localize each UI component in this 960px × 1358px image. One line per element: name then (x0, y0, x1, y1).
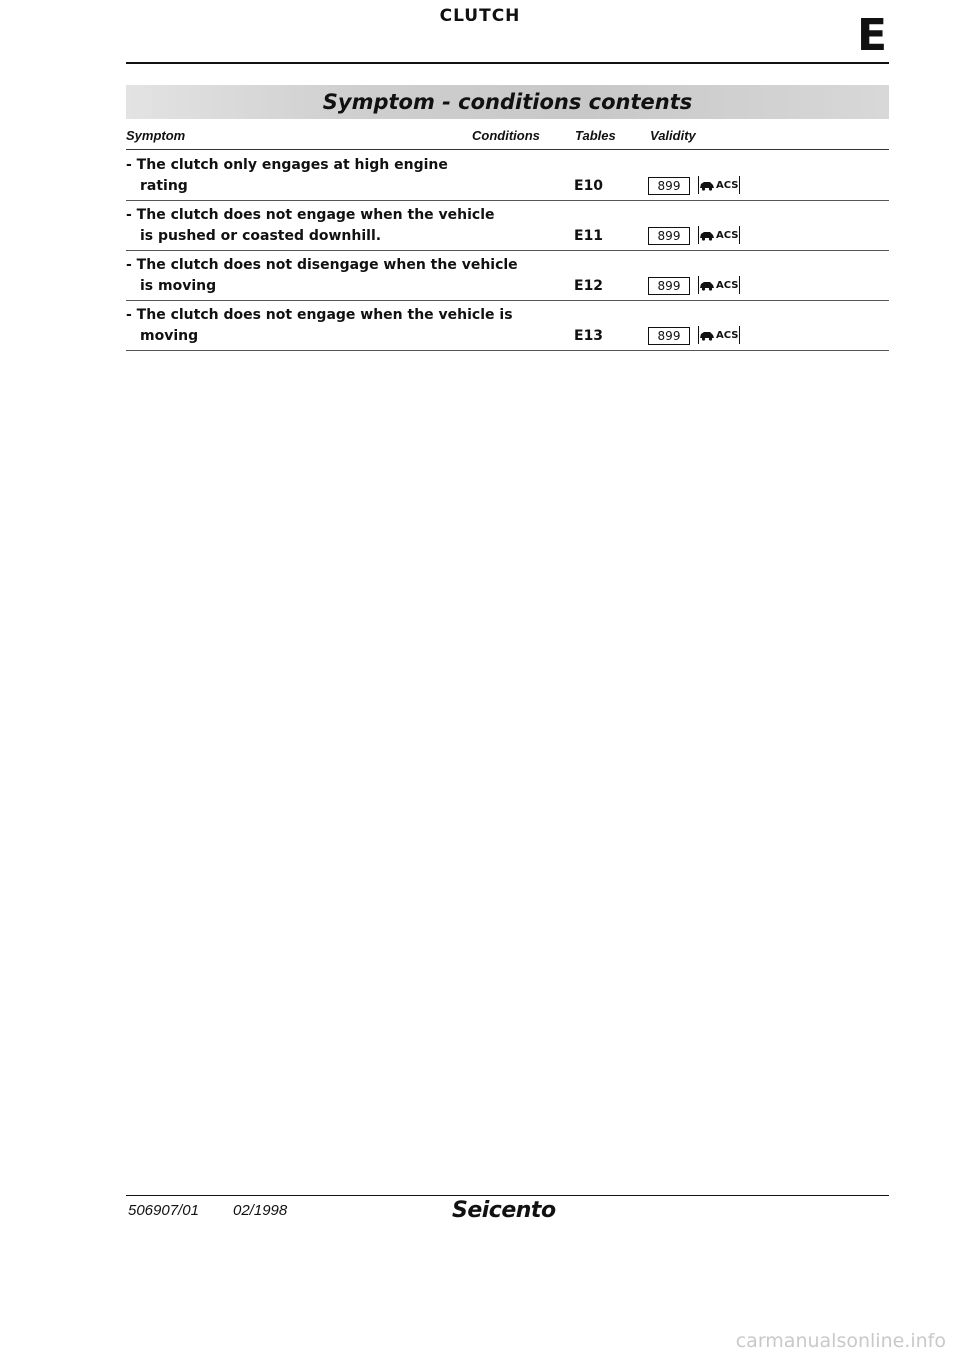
table-reference: E12 (574, 278, 604, 294)
table-reference: E13 (574, 328, 604, 344)
model-code-box: 899 (648, 177, 690, 195)
acs-badge (698, 276, 740, 294)
watermark-site: carmanualsonline.info (735, 1330, 946, 1352)
car-icon (699, 279, 715, 291)
column-header-conditions: Conditions (472, 128, 540, 143)
acs-label: ACS (716, 179, 739, 191)
car-icon (699, 229, 715, 241)
car-icon (699, 179, 715, 191)
table-row (126, 301, 889, 351)
symptom-line-1: - The clutch only engages at high engine (126, 157, 448, 173)
column-header-validity: Validity (650, 128, 696, 143)
acs-badge (698, 176, 740, 194)
banner-title: Symptom - conditions contents (322, 90, 693, 114)
symptom-line-1: - The clutch does not disengage when the vehicle (126, 257, 518, 273)
acs-label: ACS (716, 279, 739, 291)
acs-badge (698, 326, 740, 344)
acs-label: ACS (716, 229, 739, 241)
column-header-symptom: Symptom (126, 128, 186, 143)
symptom-line-2: is pushed or coasted downhill. (140, 228, 382, 244)
footer-brand-logo: Seicento (452, 1198, 556, 1223)
column-header-tables: Tables (575, 128, 616, 143)
header-rule (126, 149, 889, 150)
footer-rule (126, 1195, 889, 1196)
acs-label: ACS (716, 329, 739, 341)
table-reference: E11 (574, 228, 604, 244)
top-rule (126, 62, 889, 64)
section-banner (126, 85, 889, 119)
symptom-line-1: - The clutch does not engage when the vehicle (126, 207, 495, 223)
table-reference: E10 (574, 178, 604, 194)
footer-date: 02/1998 (233, 1202, 288, 1219)
section-letter: E (857, 10, 888, 61)
model-code-box: 899 (648, 227, 690, 245)
symptom-line-1: - The clutch does not engage when the vehicle is (126, 307, 513, 323)
symptom-line-2: rating (140, 178, 188, 194)
table-row (126, 201, 889, 251)
symptom-line-2: moving (140, 328, 199, 344)
footer-document-code: 506907/01 (128, 1202, 199, 1219)
table-row (126, 151, 889, 201)
table-row (126, 251, 889, 301)
car-icon (699, 329, 715, 341)
model-code-box: 899 (648, 327, 690, 345)
acs-badge (698, 226, 740, 244)
symptom-line-2: is moving (140, 278, 217, 294)
page-header-title: CLUTCH (439, 6, 521, 26)
model-code-box: 899 (648, 277, 690, 295)
